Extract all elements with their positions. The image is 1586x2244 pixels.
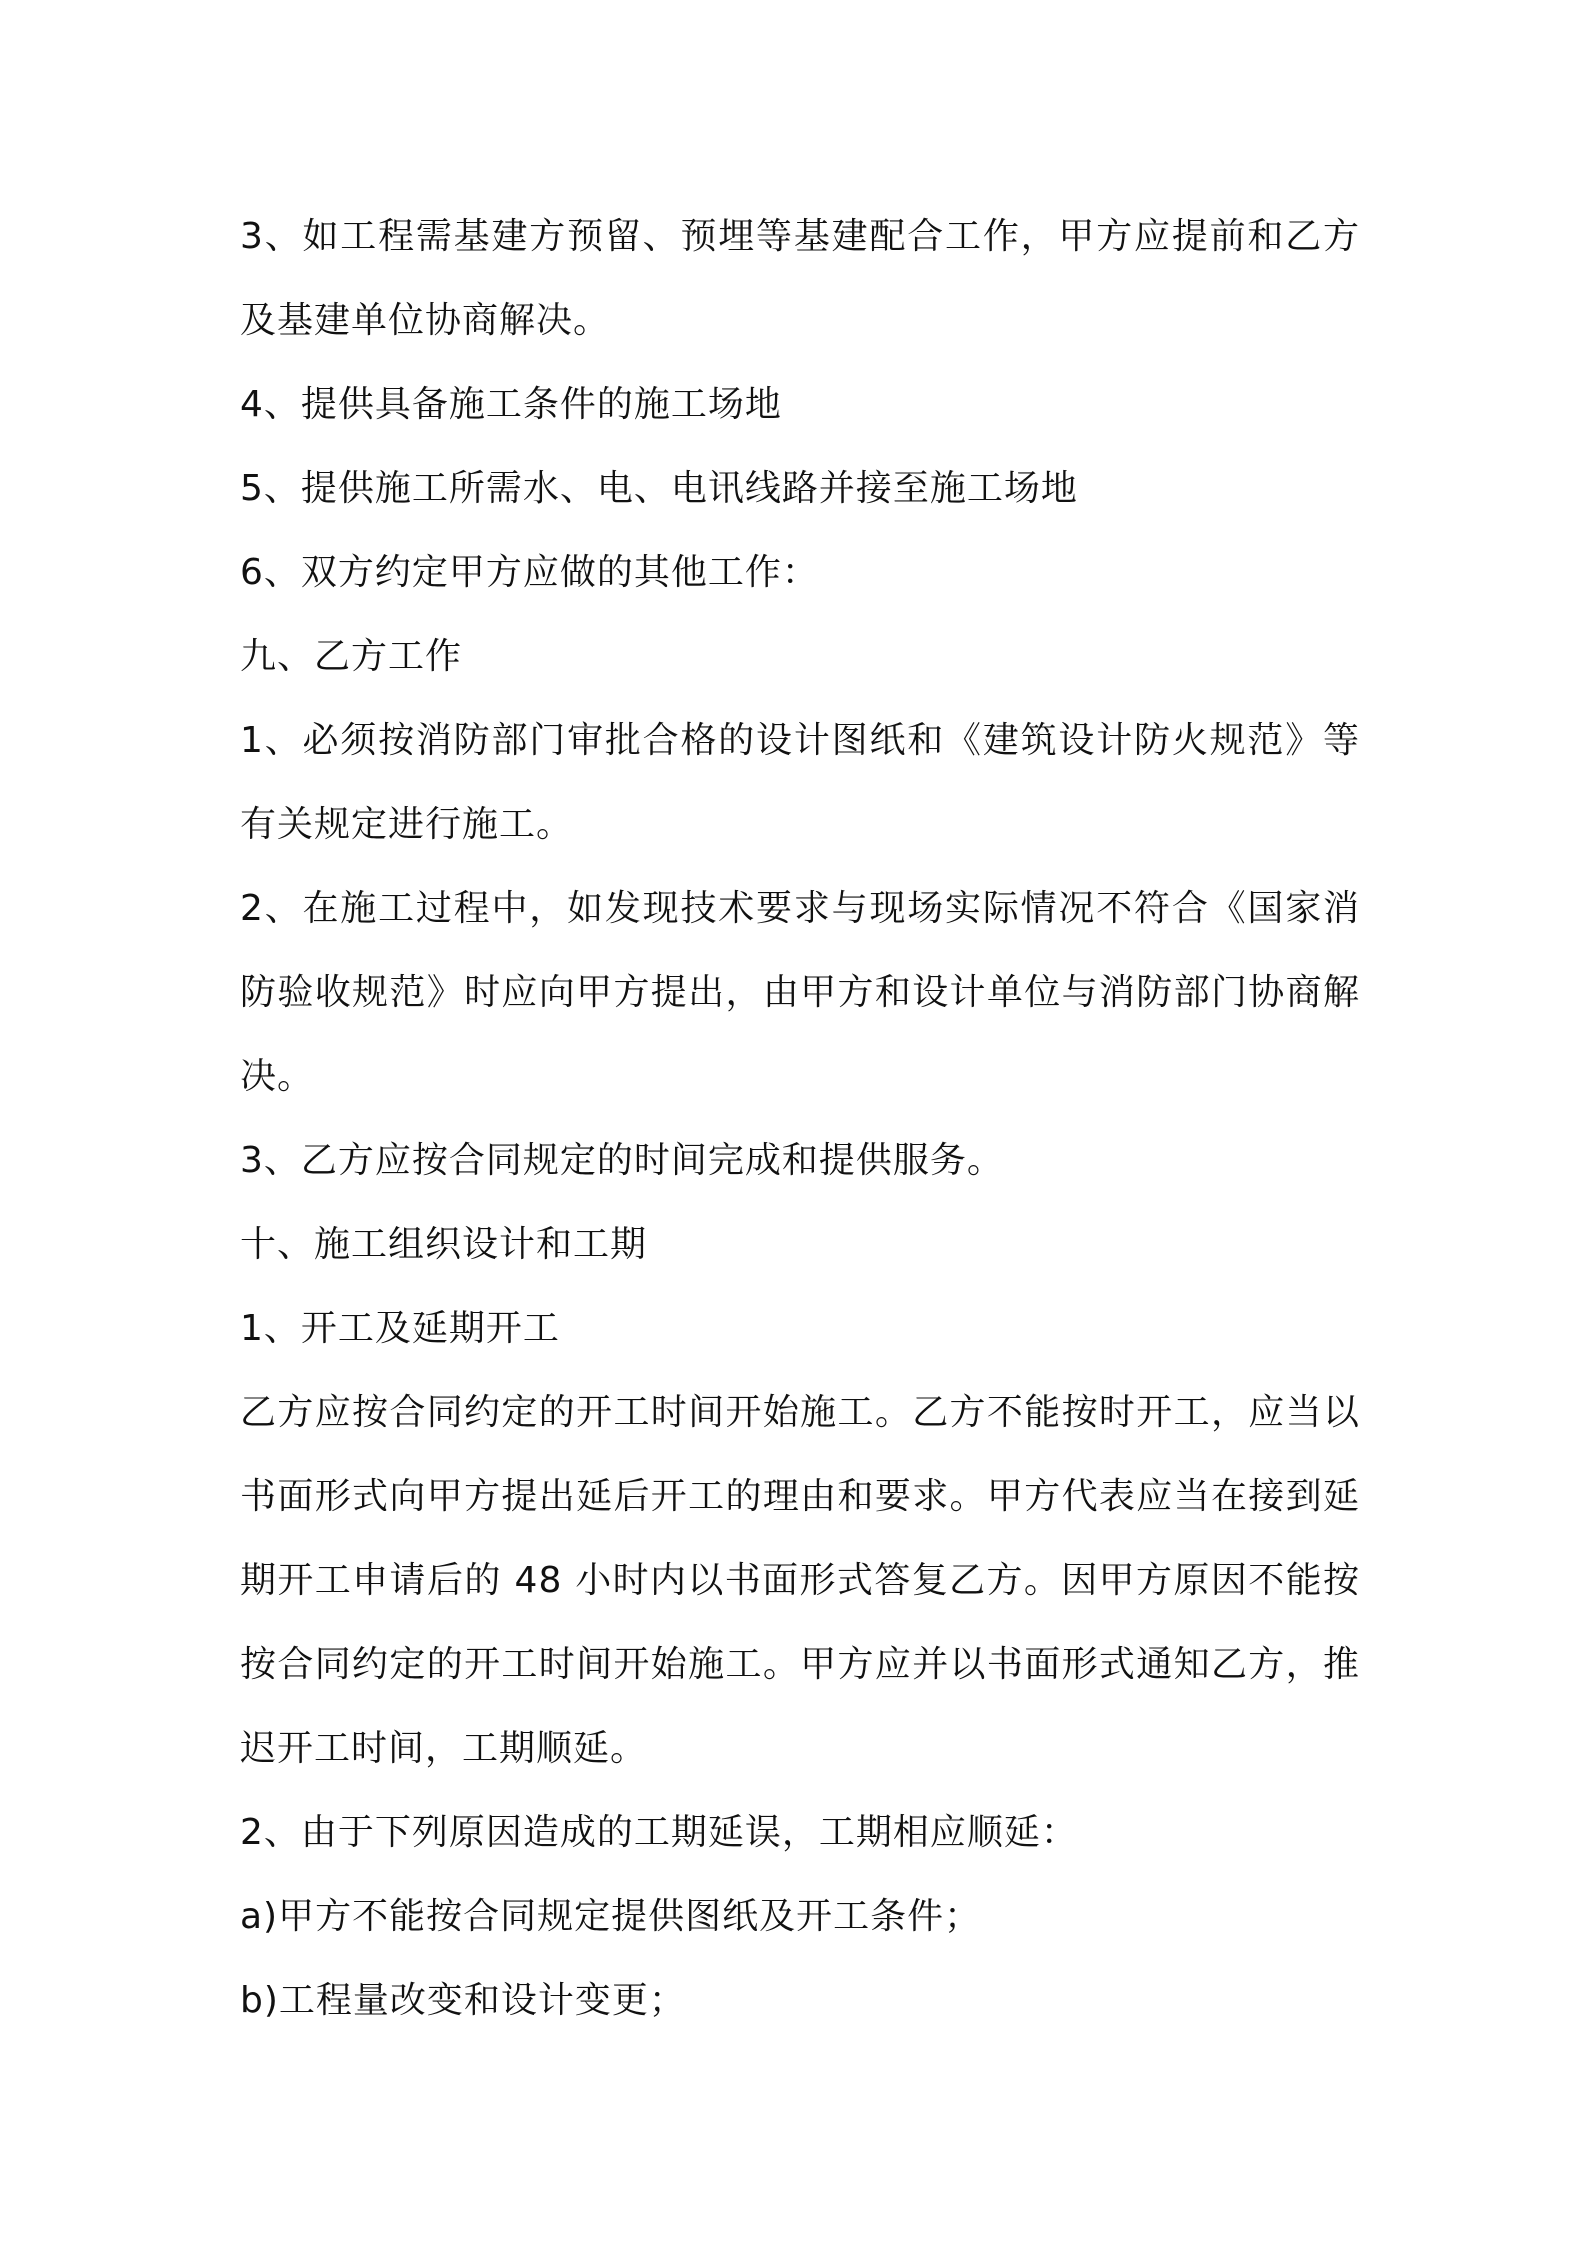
party-b-clause-2: 2、在施工过程中，如发现技术要求与现场实际情况不符合《国家消防验收规范》时应向甲方提出，由甲方和设计单位与消防部门协商解决。 bbox=[240, 888, 1360, 1097]
clause-4-site-conditions: 4、提供具备施工条件的施工场地 bbox=[240, 384, 782, 425]
schedule-clause-1-heading: 1、开工及延期开工 bbox=[240, 1308, 560, 1349]
document-body bbox=[240, 195, 1360, 2043]
clause-6-other-duties: 6、双方约定甲方应做的其他工作： bbox=[240, 552, 819, 593]
section-heading-schedule: 十、施工组织设计和工期 bbox=[240, 1224, 648, 1265]
clause-3-infrastructure-coordination: 3、如工程需基建方预留、预埋等基建配合工作，甲方应提前和乙方及基建单位协商解决。 bbox=[240, 216, 1360, 341]
clause-5-utilities: 5、提供施工所需水、电、电讯线路并接至施工场地 bbox=[240, 468, 1078, 509]
schedule-clause-1-body: 乙方应按合同约定的开工时间开始施工。乙方不能按时开工，应当以书面形式向甲方提出延后开工的理由和要求。甲方代表应当在接到延期开工申请后的 48 小时内以书面形式答复乙方。因甲方原因不能按按合同约定的开工时间开始施工。甲方应并以书面形式通知乙方，推迟开工时间，工期顺延。 bbox=[240, 1392, 1360, 1769]
schedule-clause-2: 2、由于下列原因造成的工期延误，工期相应顺延： bbox=[240, 1812, 1078, 1853]
schedule-clause-2-item-b: b)工程量改变和设计变更； bbox=[240, 1980, 686, 2021]
schedule-clause-2-item-a: a)甲方不能按合同规定提供图纸及开工条件； bbox=[240, 1896, 982, 1937]
party-b-clause-1: 1、必须按消防部门审批合格的设计图纸和《建筑设计防火规范》等有关规定进行施工。 bbox=[240, 720, 1360, 845]
party-b-clause-3: 3、乙方应按合同规定的时间完成和提供服务。 bbox=[240, 1140, 1004, 1181]
section-heading-party-b-work: 九、乙方工作 bbox=[240, 636, 463, 677]
